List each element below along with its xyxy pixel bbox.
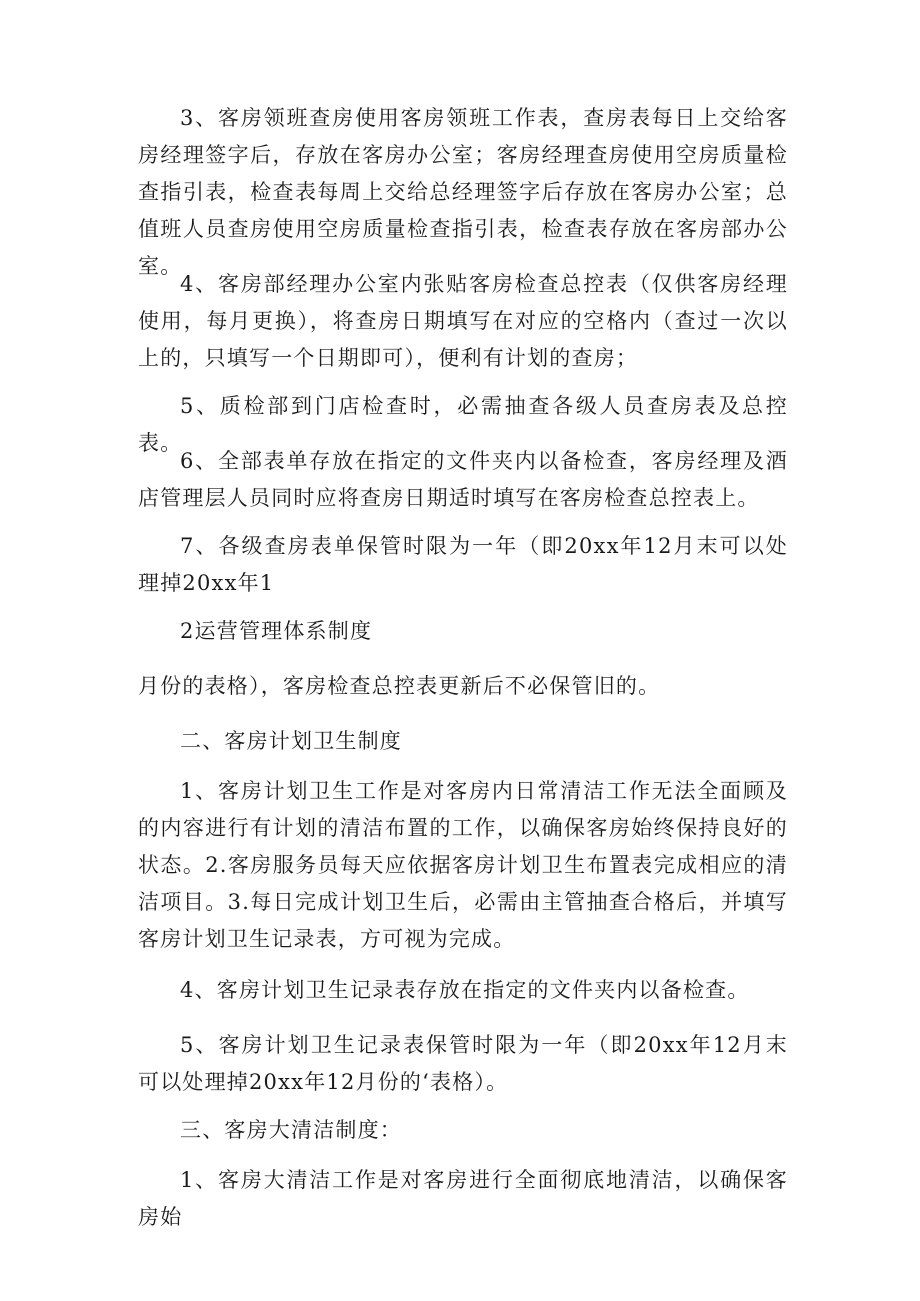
section-3-paragraph-1: 1、客房大清洁工作是对客房进行全面彻底地清洁，以确保客房始 xyxy=(138,1168,788,1229)
paragraph-3-room-inspection-forms: 3、客房领班查房使用客房领班工作表，查房表每日上交给客房经理签字后，存放在客房办公室；客房经理查房使用空房质量检查指引表，检查表每周上交给总经理签字后存放在客房办公室；总值班人员查房使用空房质量检查指引表，检查表存放在客房部办公室。 xyxy=(138,106,788,278)
paragraph-7-continued: 月份的表格），客房检查总控表更新后不必保管旧的。 xyxy=(138,674,661,698)
section-2-paragraph-1: 1、客房计划卫生工作是对客房内日常清洁工作无法全面顾及的内容进行有计划的清洁布置的工作，以确保客房始终保持良好的状态。2.客房服务员每天应依据客房计划卫生布置表完成相应的清洁项目。3.每日完成计划卫生后，必需由主管抽查合格后，并填写客房计划卫生记录表，方可视为完成。 xyxy=(138,779,788,951)
section-heading-planned-cleaning: 二、客房计划卫生制度 xyxy=(180,729,402,753)
paragraph-6-forms-storage: 6、全部表单存放在指定的文件夹内以备检查，客房经理及酒店管理层人员同时应将查房日期适时填写在客房检查总控表上。 xyxy=(138,449,788,510)
paragraph-5-quality-check: 5、质检部到门店检查时，必需抽查各级人员查房表及总控表。 xyxy=(138,394,788,455)
paragraph-7-retention-period: 7、各级查房表单保管时限为一年（即20xx年12月末可以处理掉20xx年1 xyxy=(138,534,788,595)
section-2-paragraph-5: 5、客房计划卫生记录表保管时限为一年（即20xx年12月末可以处理掉20xx年12月份的‘表格）。 xyxy=(138,1033,788,1094)
section-heading-deep-cleaning: 三、客房大清洁制度： xyxy=(180,1118,402,1142)
page-footer-label: 2运营管理体系制度 xyxy=(180,619,373,643)
section-2-paragraph-4: 4、客房计划卫生记录表存放在指定的文件夹内以备检查。 xyxy=(180,978,750,1002)
paragraph-4-control-table: 4、客房部经理办公室内张贴客房检查总控表（仅供客房经理使用，每月更换），将查房日期填写在对应的空格内（查过一次以上的，只填写一个日期即可），便利有计划的查房； xyxy=(138,272,788,370)
